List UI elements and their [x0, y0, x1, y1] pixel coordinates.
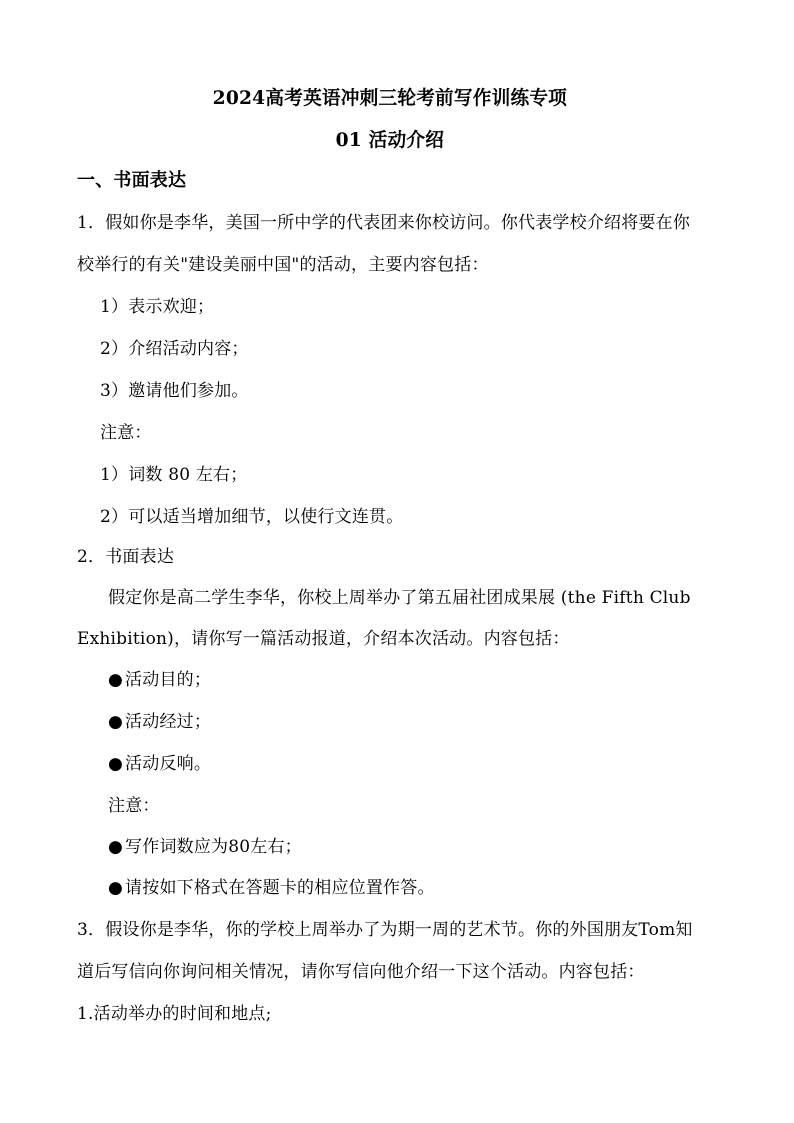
q2-note-2	[108, 877, 435, 899]
q2-note-1-text: 写作词数应为80左右；	[125, 837, 302, 857]
q1-prompt-line-2: 校举行的有关"建设美丽中国"的活动，主要内容包括：	[77, 255, 489, 275]
q2-header: 2．书面表达	[77, 547, 175, 567]
page-subtitle: 01 活动介绍	[335, 129, 445, 151]
q2-prompt-line-2: Exhibition)，请你写一篇活动报道，介绍本次活动。内容包括：	[77, 629, 570, 649]
q1-note-2: 2）可以适当增加细节，以使行文连贯。	[100, 507, 404, 527]
q2-prompt-line-1: 假定你是高二学生李华，你校上周举办了第五届社团成果展 (the Fifth Club	[108, 588, 691, 608]
q1-prompt-line-1: 1．假如你是李华，美国一所中学的代表团来你校访问。你代表学校介绍将要在你	[77, 213, 691, 233]
q3-item-1: 1.活动举办的时间和地点;	[77, 1004, 272, 1024]
bullet-icon: ●	[108, 878, 124, 898]
page-title: 2024高考英语冲刺三轮考前写作训练专项	[212, 87, 568, 109]
section-heading: 一、书面表达	[77, 170, 187, 191]
q2-note-2-text: 请按如下格式在答题卡的相应位置作答。	[125, 878, 435, 898]
q3-prompt-line-2: 道后写信向你询问相关情况，请你写信向他介绍一下这个活动。内容包括：	[77, 962, 645, 982]
q2-item-1-text: 活动目的；	[125, 670, 212, 690]
bullet-icon: ●	[108, 754, 124, 774]
q2-item-1	[108, 669, 211, 691]
q1-item-3: 3）邀请他们参加。	[100, 381, 249, 401]
q1-item-1: 1）表示欢迎；	[100, 297, 215, 317]
q3-prompt-line-1: 3．假设你是李华，你的学校上周举办了为期一周的艺术节。你的外国朋友Tom知	[77, 920, 693, 940]
q2-item-2	[108, 711, 211, 733]
bullet-icon: ●	[108, 712, 124, 732]
q2-note-1	[108, 836, 302, 858]
q2-item-2-text: 活动经过；	[125, 712, 212, 732]
q2-note-label: 注意：	[108, 796, 160, 816]
q1-item-2: 2）介绍活动内容；	[100, 339, 249, 359]
bullet-icon: ●	[108, 670, 124, 690]
q1-note-label: 注意：	[100, 423, 152, 443]
q1-note-1: 1）词数 80 左右；	[100, 465, 248, 485]
bullet-icon: ●	[108, 837, 124, 857]
q2-item-3	[108, 753, 211, 775]
q2-item-3-text: 活动反响。	[125, 754, 212, 774]
